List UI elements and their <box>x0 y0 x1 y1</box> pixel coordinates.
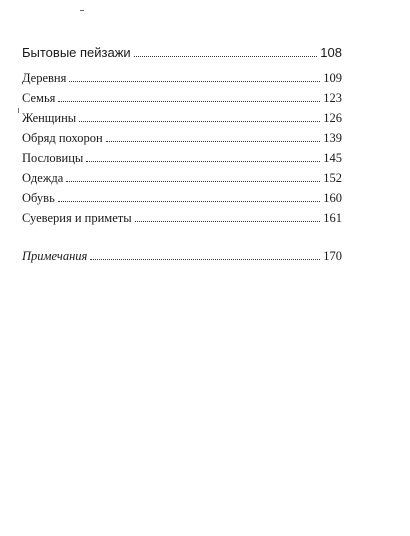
dot-leader <box>58 101 320 102</box>
dot-leader <box>106 141 321 142</box>
toc-entry <box>22 129 342 147</box>
dot-leader <box>69 81 320 82</box>
toc-section-heading <box>22 44 342 62</box>
dot-leader <box>135 221 321 222</box>
toc-entry <box>22 109 342 127</box>
toc-entry-page: 109 <box>323 71 342 85</box>
toc-entry <box>22 149 342 167</box>
print-mark <box>80 10 84 11</box>
dot-leader <box>58 201 320 202</box>
toc-entry-label: Семья <box>22 91 56 105</box>
toc-entry-label: Пословицы <box>22 151 84 165</box>
toc-entry-page: 161 <box>323 211 342 225</box>
toc-notes-entry <box>22 247 342 265</box>
toc-entry <box>22 89 342 107</box>
toc-entry <box>22 209 342 227</box>
dot-leader <box>86 161 320 162</box>
toc-entry-label: Деревня <box>22 71 67 85</box>
margin-mark <box>18 108 19 113</box>
toc-entry-label: Суеверия и приметы <box>22 211 132 225</box>
toc-entry <box>22 189 342 207</box>
toc-entry-page: 123 <box>323 91 342 105</box>
toc-entry-label: Обряд похорон <box>22 131 103 145</box>
toc-entry-page: 145 <box>323 151 342 165</box>
toc-entry-label: Примечания <box>22 249 88 263</box>
toc-entry <box>22 69 342 87</box>
toc-entry-label: Обувь <box>22 191 55 205</box>
toc-entry <box>22 169 342 187</box>
dot-leader <box>90 259 320 260</box>
toc-entry-page: 108 <box>320 45 342 60</box>
toc-entry-page: 139 <box>323 131 342 145</box>
toc-entry-label: Женщины <box>22 111 77 125</box>
dot-leader <box>134 56 318 57</box>
toc-entry-label: Бытовые пейзажи <box>22 45 131 60</box>
dot-leader <box>66 181 320 182</box>
toc-entry-page: 170 <box>323 249 342 263</box>
dot-leader <box>79 121 320 122</box>
toc-entry-label: Одежда <box>22 171 64 185</box>
toc-entry-page: 152 <box>323 171 342 185</box>
toc-entry-page: 126 <box>323 111 342 125</box>
toc-entry-page: 160 <box>323 191 342 205</box>
